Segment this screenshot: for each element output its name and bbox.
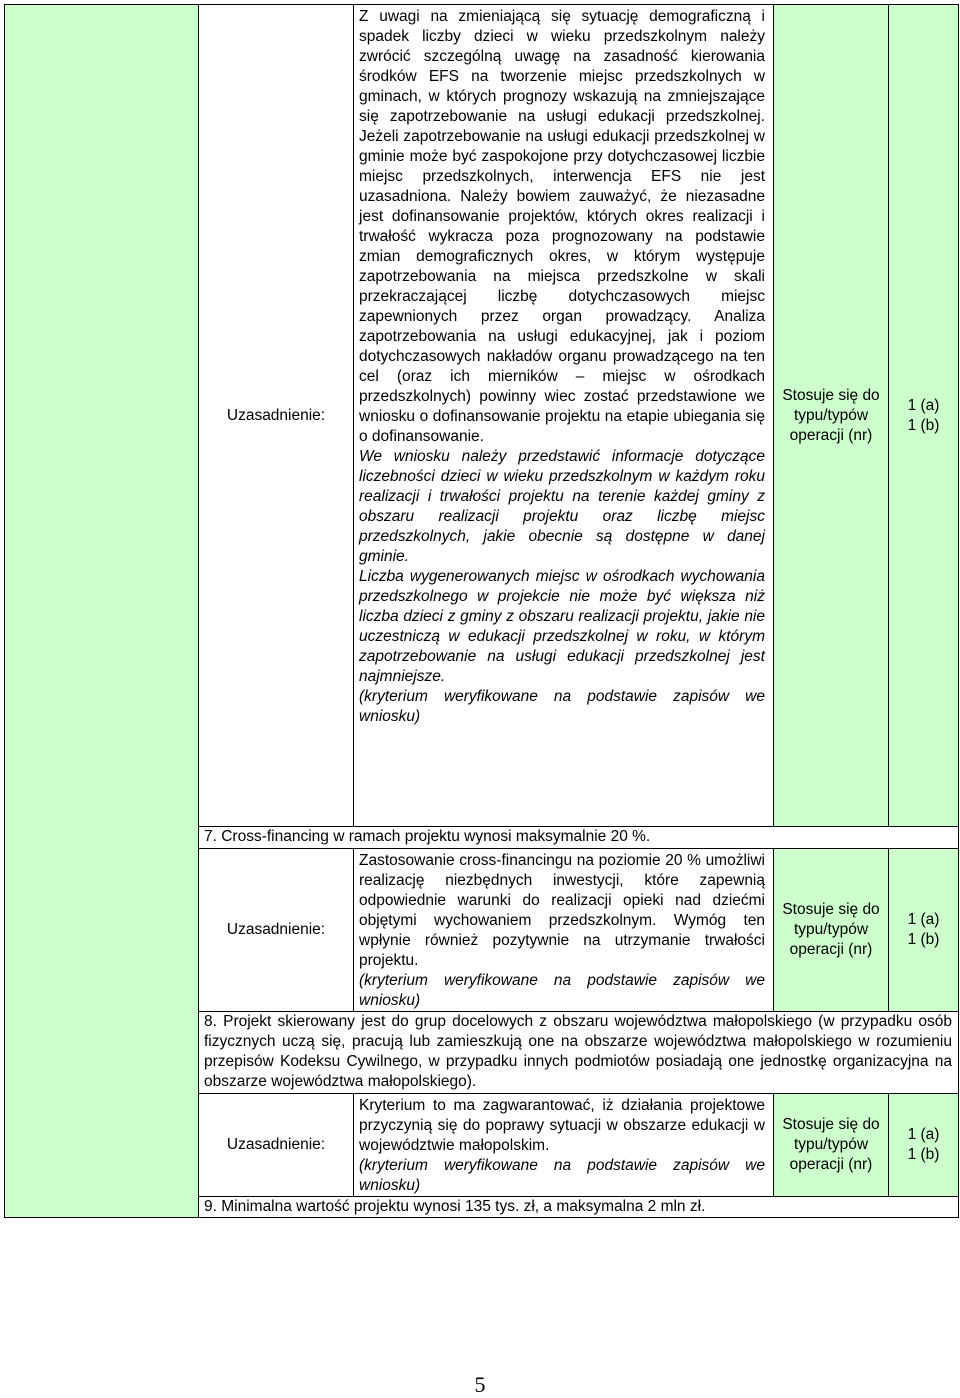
paragraph: Z uwagi na zmieniającą się sytuację demograficzną i spadek liczby dzieci w wieku przedszkolnym należy zwrócić szczególną uwagę na zasadność kierowania środków EFS na tworzenie miejsc przedszkolnych w gminach, w których prognozy wskazują na zmniejszające się zapotrzebowanie na usługi edukacji przedszkolnej. Jeżeli zapotrzebowanie na usługi edukacji przedszkolnej w gminie może być zaspokojone przy dotychczasowej liczbie miejsc przedszkolnych, interwencja EFS nie jest uzasadniona. Należy bowiem zauważyć, że niezasadne jest dofinansowanie projektów, których okres realizacji i trwałość wykracza poza prognozowany na podstawie zmian demograficznych okres, w którym występuje zapotrzebowania na miejsca przedszkolne w skali przekraczającej liczbę dotychczasowych miejsc zapewnionych przez organ prowadzący. Analiza zapotrzebowania na usługi edukacyjnej, jak i poziom dotychczasowych nakładów organu prowadzącego na ten cel (oraz ich mierników – miejsc w ośrodkach przedszkolnych) powinny wiec zostać przedstawione we wniosku o dofinansowanie projektu na etapie ubiegania się o dofinansowanie. — [359, 8, 765, 445]
operation-number: 1 (b) — [907, 416, 940, 434]
justification-text — [354, 1094, 774, 1197]
operation-number: 1 (a) — [907, 911, 940, 928]
paragraph: We wniosku należy przedstawić informacje dotyczące liczebności dzieci w wieku przedszkolnym w każdym roku realizacji i trwałości projektu na terenie każdej gminy z obszaru realizacji projektu oraz liczbę miejsc przedszkolnych, jakie obecnie są dostępne w danej gminie. — [359, 448, 765, 565]
justification-text — [354, 849, 774, 1012]
criterion-heading: 8. Projekt skierowany jest do grup docelowych z obszaru województwa małopolskiego (w przypadku osób fizycznych uczą się, pracują lub zamieszkują one na obszarze województwa małopolskiego w rozumieniu przepisów Kodeksu Cywilnego, w przypadku innych podmiotów posiadają one jednostkę organizacyjna na obszarze województwa małopolskiego). — [199, 1012, 959, 1094]
applies-cell: Stosuje się do typu/typów operacji (nr) — [774, 849, 889, 1012]
paragraph: Liczba wygenerowanych miejsc w ośrodkach wychowania przedszkolnego w projekcie nie może być większa niż liczba dzieci z gminy z obszaru realizacji projektu, jakie nie uczestniczą w edukacji przedszkolnej w roku, w którym zapotrzebowanie na usługi edukacji przedszkolnej jest najmniejsze. — [359, 568, 765, 685]
left-margin-cell — [5, 5, 199, 1218]
operation-number: 1 (a) — [907, 1126, 940, 1143]
page-number: 5 — [474, 1372, 486, 1397]
applies-cell: Stosuje się do typu/typów operacji (nr) — [774, 1094, 889, 1197]
operation-number: 1 (b) — [907, 1146, 940, 1163]
operation-number: 1 (b) — [907, 931, 940, 948]
paragraph: (kryterium weryfikowane na podstawie zapisów we wniosku) — [359, 972, 765, 1009]
justification-label: Uzasadnienie: — [199, 5, 354, 827]
applies-cell: Stosuje się do typu/typów operacji (nr) — [774, 5, 889, 827]
paragraph: Kryterium to ma zagwarantować, iż działania projektowe przyczynią się do poprawy sytuacji w obszarze edukacji w województwie małopolskim. — [359, 1097, 765, 1154]
operation-numbers — [889, 849, 959, 1012]
paragraph: (kryterium weryfikowane na podstawie zapisów we wniosku) — [359, 688, 765, 725]
paragraph: (kryterium weryfikowane na podstawie zapisów we wniosku) — [359, 1157, 765, 1194]
operation-numbers — [889, 5, 959, 827]
criteria-table — [4, 4, 959, 1218]
justification-label: Uzasadnienie: — [199, 1094, 354, 1197]
justification-text — [354, 5, 774, 827]
operation-numbers — [889, 1094, 959, 1197]
operation-number: 1 (a) — [907, 396, 940, 414]
criterion-heading: 9. Minimalna wartość projektu wynosi 135 tys. zł, a maksymalna 2 mln zł. — [199, 1197, 959, 1218]
criterion-row — [5, 5, 959, 827]
criterion-heading: 7. Cross-financing w ramach projektu wynosi maksymalnie 20 %. — [199, 827, 959, 849]
justification-label: Uzasadnienie: — [199, 849, 354, 1012]
paragraph: Zastosowanie cross-financingu na poziomie 20 % umożliwi realizację niezbędnych inwestycji, które zapewnią odpowiednie warunki do realizacji opieki nad dziećmi objętymi wychowaniem przedszkolnym. Wymóg ten wpłynie również pozytywnie na utrzymanie trwałości projektu. — [359, 852, 765, 969]
